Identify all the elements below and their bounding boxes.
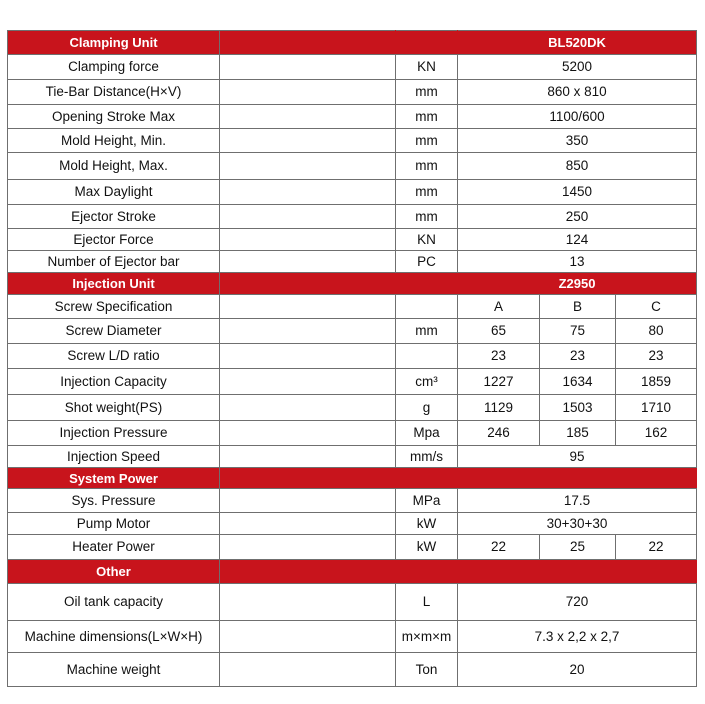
spec-value-b: 1503 xyxy=(540,395,616,421)
injection-unit-header xyxy=(8,273,697,295)
spec-value: 17.5 xyxy=(458,489,697,513)
table-row xyxy=(8,319,697,344)
spec-value-a: 246 xyxy=(458,421,540,446)
spec-unit: mm xyxy=(396,80,458,105)
spec-unit: cm³ xyxy=(396,369,458,395)
spec-label: Mold Height, Max. xyxy=(8,153,220,180)
clamping-unit-header xyxy=(8,31,697,55)
spec-value-c: 1859 xyxy=(616,369,697,395)
table-row xyxy=(8,153,697,180)
other-header xyxy=(8,560,697,584)
spec-value-b: 1634 xyxy=(540,369,616,395)
table-row xyxy=(8,251,697,273)
table-row xyxy=(8,535,697,560)
spec-label: Ejector Stroke xyxy=(8,205,220,229)
spec-label: Injection Capacity xyxy=(8,369,220,395)
spec-unit xyxy=(396,344,458,369)
spec-value: 30+30+30 xyxy=(458,513,697,535)
table-row xyxy=(8,621,697,653)
spec-label: Number of Ejector bar xyxy=(8,251,220,273)
spec-label: Max Daylight xyxy=(8,180,220,205)
spec-value-c: 80 xyxy=(616,319,697,344)
spec-table xyxy=(7,30,697,687)
spec-value: 7.3 x 2,2 x 2,7 xyxy=(458,621,697,653)
spec-label: Mold Height, Min. xyxy=(8,129,220,153)
spec-value: 20 xyxy=(458,653,697,687)
table-row xyxy=(8,229,697,251)
spec-unit: m×m×m xyxy=(396,621,458,653)
spec-value-c: 162 xyxy=(616,421,697,446)
spec-unit: PC xyxy=(396,251,458,273)
spec-unit: mm xyxy=(396,205,458,229)
spec-unit: Mpa xyxy=(396,421,458,446)
spec-unit: mm/s xyxy=(396,446,458,468)
model-name: BL520DK xyxy=(458,31,697,55)
spec-value-b: B xyxy=(540,295,616,319)
spec-value: 13 xyxy=(458,251,697,273)
spec-unit: mm xyxy=(396,319,458,344)
table-row xyxy=(8,295,697,319)
spec-label: Sys. Pressure xyxy=(8,489,220,513)
spec-value: 1450 xyxy=(458,180,697,205)
spec-label: Injection Speed xyxy=(8,446,220,468)
spec-value: 720 xyxy=(458,584,697,621)
section-title: Other xyxy=(8,560,220,584)
spec-unit: kW xyxy=(396,535,458,560)
spec-value: 95 xyxy=(458,446,697,468)
table-row xyxy=(8,369,697,395)
spec-unit: g xyxy=(396,395,458,421)
system-power-header xyxy=(8,468,697,489)
table-row xyxy=(8,129,697,153)
table-row xyxy=(8,180,697,205)
spec-value: 250 xyxy=(458,205,697,229)
spec-unit: KN xyxy=(396,229,458,251)
section-title: Clamping Unit xyxy=(8,31,220,55)
table-row xyxy=(8,205,697,229)
spec-value-a: 22 xyxy=(458,535,540,560)
spec-value-a: 1227 xyxy=(458,369,540,395)
table-row xyxy=(8,105,697,129)
table-row xyxy=(8,653,697,687)
spec-unit: KN xyxy=(396,55,458,80)
spec-label: Oil tank capacity xyxy=(8,584,220,621)
spec-value: 1100/600 xyxy=(458,105,697,129)
spec-label: Shot weight(PS) xyxy=(8,395,220,421)
spec-value-b: 25 xyxy=(540,535,616,560)
spec-value-c: C xyxy=(616,295,697,319)
spec-unit: mm xyxy=(396,105,458,129)
spec-unit: L xyxy=(396,584,458,621)
spec-value-a: A xyxy=(458,295,540,319)
spec-label: Screw Diameter xyxy=(8,319,220,344)
spec-value-c: 1710 xyxy=(616,395,697,421)
spec-label: Machine weight xyxy=(8,653,220,687)
table-row xyxy=(8,446,697,468)
spec-unit: mm xyxy=(396,129,458,153)
table-row xyxy=(8,421,697,446)
spec-label: Screw L/D ratio xyxy=(8,344,220,369)
model-name: Z2950 xyxy=(458,273,697,295)
spec-unit: Ton xyxy=(396,653,458,687)
table-row xyxy=(8,513,697,535)
spec-label: Machine dimensions(L×W×H) xyxy=(8,621,220,653)
table-row xyxy=(8,489,697,513)
spec-value-a: 23 xyxy=(458,344,540,369)
spec-unit xyxy=(396,295,458,319)
spec-value-b: 75 xyxy=(540,319,616,344)
section-title: System Power xyxy=(8,468,220,489)
spec-value-c: 23 xyxy=(616,344,697,369)
spec-unit: mm xyxy=(396,180,458,205)
table-row xyxy=(8,584,697,621)
spec-value-c: 22 xyxy=(616,535,697,560)
table-row xyxy=(8,80,697,105)
spec-label: Ejector Force xyxy=(8,229,220,251)
spec-label: Opening Stroke Max xyxy=(8,105,220,129)
section-title: Injection Unit xyxy=(8,273,220,295)
spec-value-b: 185 xyxy=(540,421,616,446)
spec-value: 350 xyxy=(458,129,697,153)
spec-value-a: 1129 xyxy=(458,395,540,421)
spec-value-a: 65 xyxy=(458,319,540,344)
spec-value: 5200 xyxy=(458,55,697,80)
spec-label: Clamping force xyxy=(8,55,220,80)
spec-unit: mm xyxy=(396,153,458,180)
spec-label: Screw Specification xyxy=(8,295,220,319)
spec-label: Pump Motor xyxy=(8,513,220,535)
table-row xyxy=(8,395,697,421)
table-row xyxy=(8,344,697,369)
spec-label: Tie-Bar Distance(H×V) xyxy=(8,80,220,105)
spec-value: 124 xyxy=(458,229,697,251)
spec-value: 860 x 810 xyxy=(458,80,697,105)
spec-unit: MPa xyxy=(396,489,458,513)
table-row xyxy=(8,55,697,80)
spec-value-b: 23 xyxy=(540,344,616,369)
spec-label: Heater Power xyxy=(8,535,220,560)
spec-value: 850 xyxy=(458,153,697,180)
spec-unit: kW xyxy=(396,513,458,535)
spec-label: Injection Pressure xyxy=(8,421,220,446)
